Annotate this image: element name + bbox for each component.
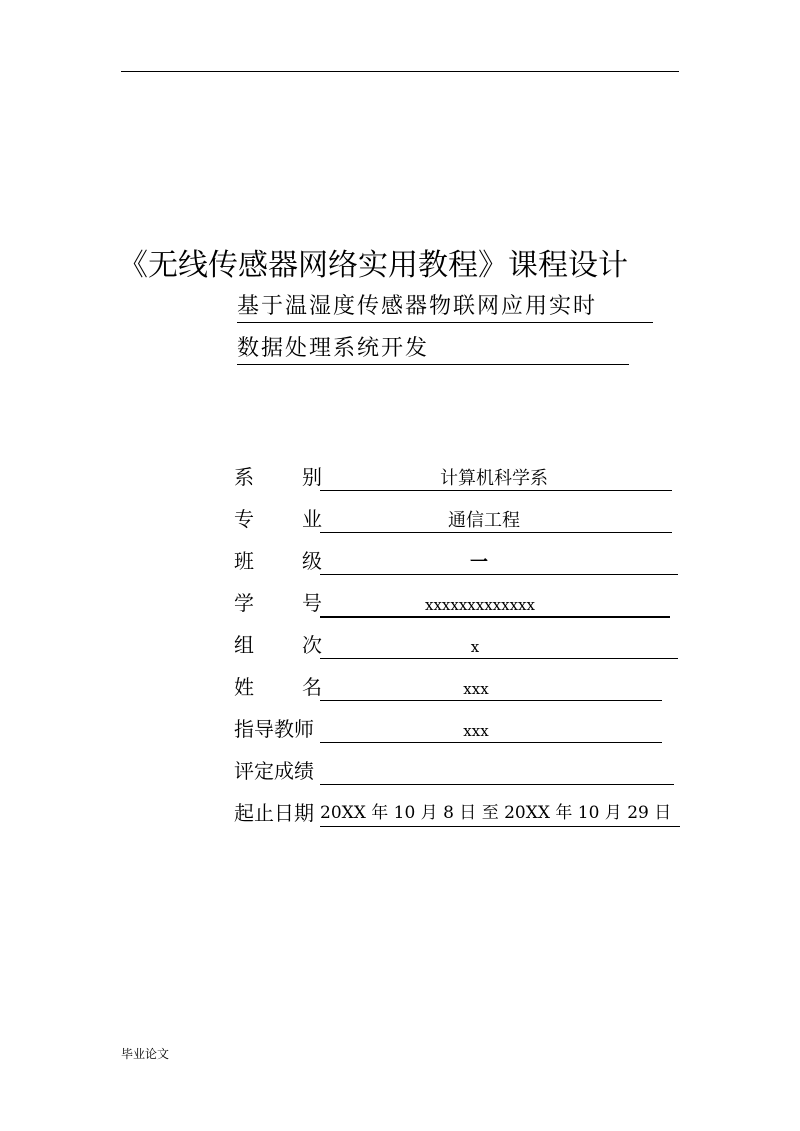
department-value: 计算机科学系 [440, 468, 548, 489]
major-value: 通信工程 [448, 510, 520, 531]
dates-label: 起止日期 [234, 801, 314, 825]
advisor-field [320, 714, 662, 743]
name-label: 姓 名 [234, 675, 322, 699]
project-title-line2: 数据处理系统开发 [237, 334, 629, 365]
project-title-line1: 基于温湿度传感器物联网应用实时 [237, 292, 653, 323]
class-value: 一 [470, 552, 488, 573]
group-label: 组 次 [234, 633, 322, 657]
group-value: x [470, 638, 480, 656]
name-field [320, 672, 662, 701]
header-rule [121, 71, 679, 72]
course-title: 《无线传感器网络实用教程》课程设计 [118, 248, 628, 283]
major-label: 专 业 [234, 507, 322, 531]
class-field [320, 546, 678, 575]
department-field [320, 462, 672, 491]
dates-value: 20XX 年 10 月 8 日 至 20XX 年 10 月 29 日 [320, 798, 680, 827]
footer-text: 毕业论文 [121, 1047, 170, 1061]
student-id-label: 学 号 [234, 591, 322, 615]
advisor-value: xxx [463, 722, 489, 740]
department-label: 系 别 [234, 465, 322, 489]
class-label: 班 级 [234, 549, 322, 573]
student-id-value: xxxxxxxxxxxxx [425, 596, 535, 614]
major-field [320, 504, 672, 533]
student-id-field [320, 588, 670, 618]
group-field [320, 630, 678, 659]
grade-field [320, 756, 674, 785]
advisor-label: 指导教师 [234, 717, 314, 741]
grade-label: 评定成绩 [234, 759, 314, 783]
name-value: xxx [463, 680, 489, 698]
